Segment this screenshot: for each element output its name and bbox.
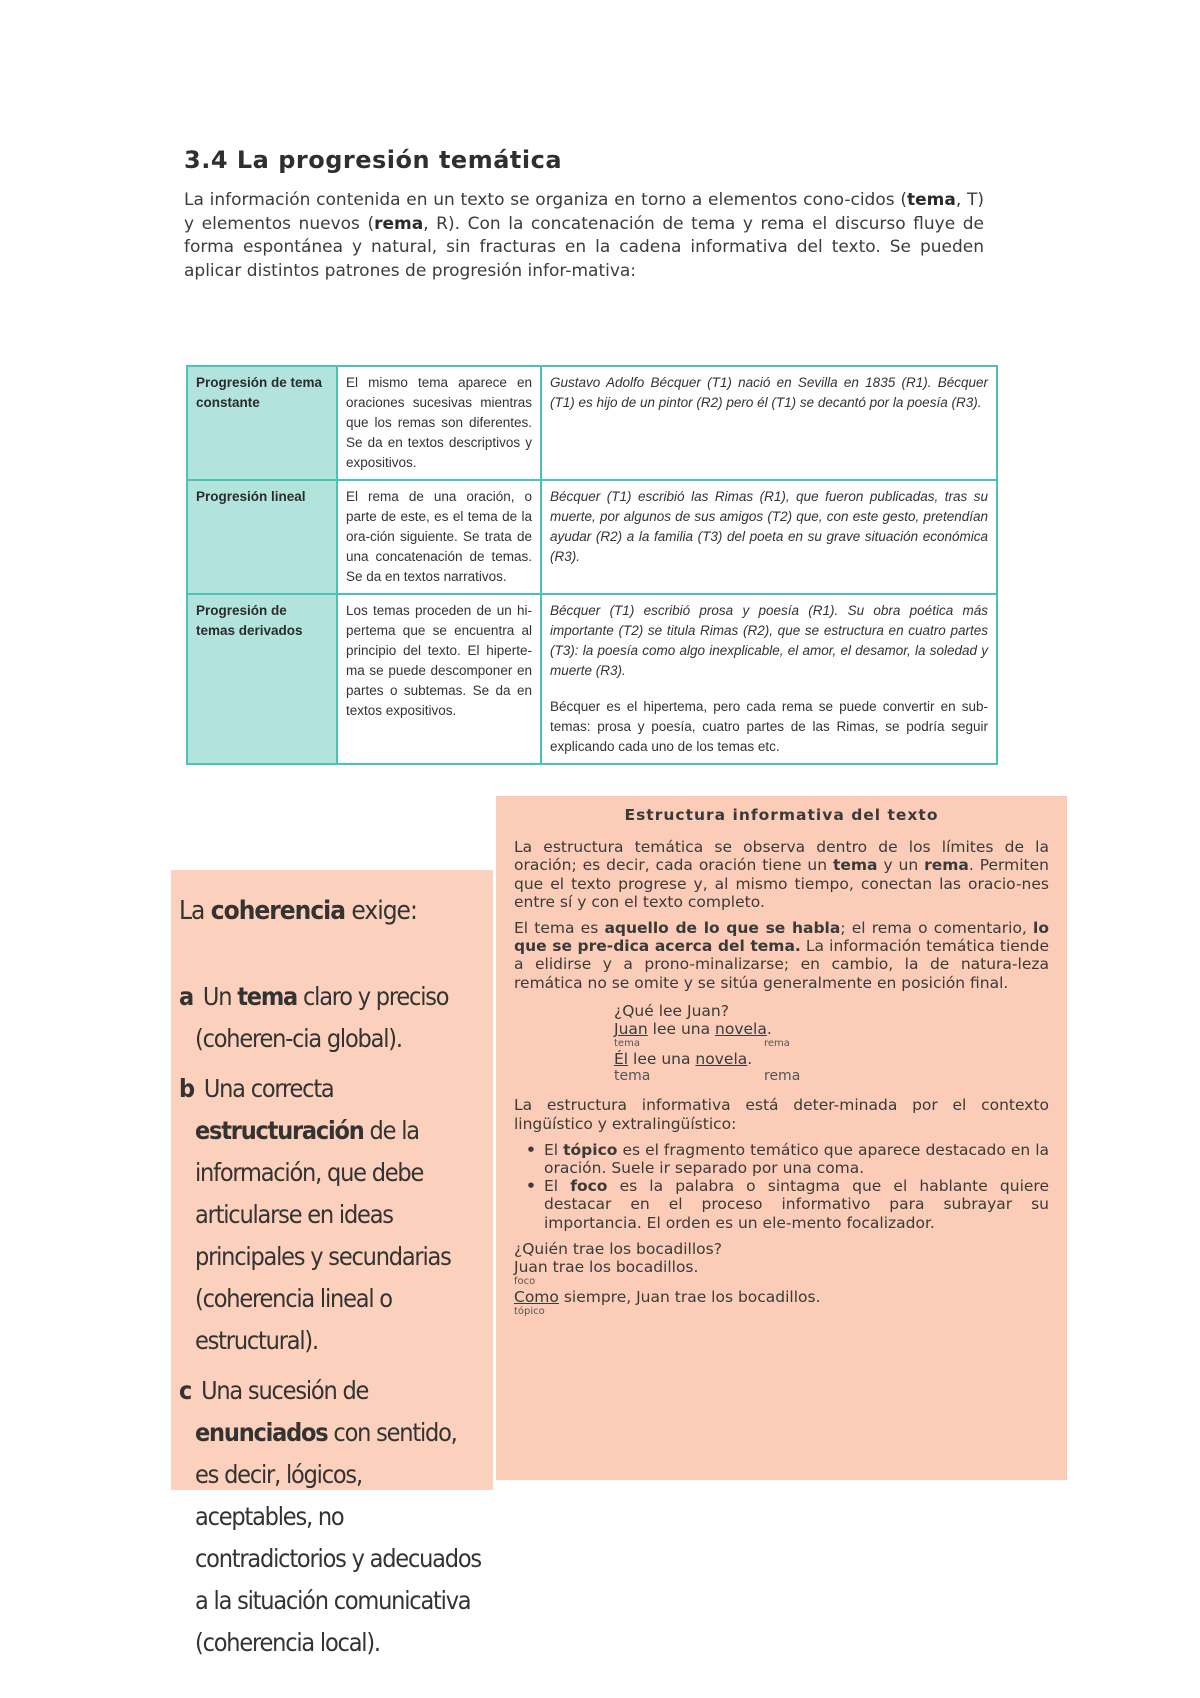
item-text: Un bbox=[196, 982, 238, 1011]
example-end: . bbox=[747, 1050, 753, 1069]
coherence-item bbox=[179, 976, 483, 1060]
text: es la palabra o sintagma que el hablante quiere destacar en el proceso informativo para subrayar su importancia. El orden es un ele-mento focalizador. bbox=[544, 1177, 1049, 1232]
progression-table bbox=[186, 365, 998, 765]
example-object: novela bbox=[715, 1020, 767, 1039]
label-topico: tópico bbox=[514, 1306, 545, 1318]
progression-example: Bécquer (T1) escribió las Rimas (R1), que fueron publicadas, tras su muerte, por algunos de sus amigos (T2) que, con este gesto, pretendían ayudar (R2) a la familia (T3) del poeta en su grave situación económica (R3). bbox=[541, 480, 997, 594]
structure-paragraph-3: La estructura informativa está deter-minada por el contexto lingüístico y extralingüístico: bbox=[514, 1096, 1049, 1133]
text: El bbox=[544, 1177, 571, 1196]
table-row bbox=[187, 366, 997, 480]
structure-paragraph-2 bbox=[514, 919, 1049, 992]
item-text: Una sucesión de bbox=[195, 1376, 369, 1405]
example-question: ¿Quién trae los bocadillos? bbox=[514, 1239, 722, 1258]
text: La estructura temática se observa dentro de los límites de la oración; es decir, cada oración tiene un bbox=[514, 838, 1049, 875]
structure-box-title: Estructura informativa del texto bbox=[624, 806, 939, 824]
text: es el fragmento temático que aparece destacado en la oración. Suele ir separado por una coma. bbox=[544, 1140, 1050, 1178]
label-tema: tema bbox=[614, 1038, 640, 1050]
section-heading: 3.4 La progresión temática bbox=[184, 146, 563, 174]
intro-text-3: , R). Con la concatenación de tema y rema el discurso fluye de forma espontánea y natural, sin fracturas en la cadena informativa del texto. Se pueden aplicar distintos patrones de progresión infor-mativa: bbox=[184, 213, 984, 281]
example-block-1 bbox=[614, 1002, 1049, 1085]
example-verb: lee una bbox=[628, 1050, 696, 1069]
text-bold: aquello de lo que se habla bbox=[604, 919, 841, 938]
item-text: con sentido, es decir, lógicos, aceptables, no contradictorios y adecuados a la situación comunicativa (coherencia local). bbox=[195, 1418, 481, 1657]
text-bold: tema bbox=[832, 856, 878, 875]
example-sentence bbox=[514, 1288, 1049, 1306]
progression-example: Gustavo Adolfo Bécquer (T1) nació en Sevilla en 1835 (R1). Bécquer (T1) es hijo de un pintor (R2) pero él (T1) se decantó por la poesía (R3). bbox=[541, 366, 997, 480]
intro-paragraph bbox=[184, 189, 984, 283]
coherence-title-pre: La bbox=[179, 896, 211, 926]
label-rema: rema bbox=[764, 1038, 790, 1050]
text: El bbox=[544, 1140, 564, 1159]
text: y un bbox=[877, 856, 925, 875]
progression-type: Progresión de temas derivados bbox=[187, 594, 337, 764]
progression-example-note: Bécquer es el hipertema, pero cada rema se puede convertir en sub-temas: prosa y poesía, cuatro partes de las Rimas, se podría seguir explicando cada uno de los temas etc. bbox=[550, 699, 988, 754]
example-rest: siempre, Juan trae los bocadillos. bbox=[558, 1288, 821, 1307]
intro-text-2: , T) y elementos nuevos ( bbox=[184, 190, 984, 234]
progression-description: El mismo tema aparece en oraciones sucesivas mientras que los remas son diferentes. Se da en textos descriptivos y expositivos. bbox=[337, 366, 541, 480]
text-bold: tópico bbox=[563, 1140, 618, 1159]
progression-type: Progresión de tema constante bbox=[187, 366, 337, 480]
item-letter: c bbox=[179, 1376, 192, 1405]
table-row bbox=[187, 480, 997, 594]
progression-example-cell bbox=[541, 594, 997, 764]
example-sentence: Juan trae los bocadillos. bbox=[514, 1258, 699, 1277]
example-sentence bbox=[614, 1020, 1049, 1038]
example-object: novela bbox=[695, 1050, 748, 1069]
item-bold: enunciados bbox=[195, 1418, 328, 1447]
text: ; el rema o comentario, bbox=[840, 919, 1034, 938]
coherence-item bbox=[179, 1370, 483, 1664]
label-rema: rema bbox=[764, 1068, 801, 1085]
progression-description: Los temas proceden de un hi-pertema que se encuentra al principio del texto. El hiperte-ma se puede descomponer en partes o subtemas. Se da en textos expositivos. bbox=[337, 594, 541, 764]
coherence-title-post: exige: bbox=[344, 896, 417, 926]
item-letter: b bbox=[179, 1074, 194, 1103]
bullet-item bbox=[514, 1177, 1049, 1232]
table-row bbox=[187, 594, 997, 764]
text-bold: lo que se pre-dica acerca del tema. bbox=[514, 919, 1049, 956]
item-bold: estructuración bbox=[195, 1116, 364, 1145]
item-bold: tema bbox=[237, 982, 298, 1011]
item-text: de la información, que debe articularse en ideas principales y secundarias (coherencia lineal o estructural). bbox=[195, 1116, 451, 1355]
example-verb: lee una bbox=[647, 1020, 716, 1039]
label-foco: foco bbox=[514, 1276, 536, 1288]
bullet-item bbox=[514, 1141, 1049, 1177]
example-sentence bbox=[614, 1050, 1049, 1068]
example-block-2 bbox=[514, 1240, 1049, 1319]
text: . Permiten que el texto progrese y, al mismo tiempo, conectan las oracio-nes entre sí y con el texto completo. bbox=[514, 856, 1049, 911]
intro-rema: rema bbox=[374, 213, 424, 234]
example-labels bbox=[614, 1038, 1049, 1050]
example-end: . bbox=[766, 1020, 772, 1039]
structure-paragraph-1 bbox=[514, 838, 1049, 911]
coherence-list bbox=[179, 976, 483, 1664]
example-question: ¿Qué lee Juan? bbox=[614, 1001, 729, 1020]
example-subject: Él bbox=[614, 1050, 629, 1069]
intro-tema: tema bbox=[906, 190, 956, 210]
structure-bullets bbox=[514, 1141, 1049, 1232]
progression-description: El rema de una oración, o parte de este, es el tema de la ora-ción siguiente. Se trata de una concatenación de temas. Se da en textos narrativos. bbox=[337, 480, 541, 594]
text-bold: rema bbox=[924, 856, 969, 875]
example-subject: Juan bbox=[614, 1020, 648, 1039]
coherence-title-bold: coherencia bbox=[210, 896, 345, 926]
text: El tema es bbox=[514, 919, 605, 938]
label-tema: tema bbox=[614, 1068, 651, 1085]
text-bold: foco bbox=[570, 1177, 608, 1196]
progression-type: Progresión lineal bbox=[187, 480, 337, 594]
coherence-item bbox=[179, 1068, 483, 1362]
progression-example: Bécquer (T1) escribió prosa y poesía (R1). Su obra poética más importante (T2) se titula Rimas (R2), que se estructura en cuatro partes (T3): la poesía como algo inexplicable, el amor, el desamor, la soledad y muerte (R3). bbox=[550, 603, 988, 678]
structure-box bbox=[496, 796, 1067, 1480]
item-text: Una correcta bbox=[197, 1074, 334, 1103]
item-text: claro y preciso (coheren-cia global). bbox=[195, 982, 449, 1053]
example-labels bbox=[614, 1068, 1049, 1084]
coherence-title bbox=[179, 896, 483, 926]
intro-text-1: La información contenida en un texto se organiza en torno a elementos cono-cidos ( bbox=[184, 190, 907, 210]
coherence-panel bbox=[171, 870, 493, 1657]
item-letter: a bbox=[179, 982, 193, 1011]
text: La información temática tiende a elidirse y a prono-minalizarse; en cambio, la de natura-leza remática no se omite y se sitúa generalmente en posición final. bbox=[514, 937, 1049, 992]
example-underlined: Como bbox=[514, 1288, 559, 1307]
